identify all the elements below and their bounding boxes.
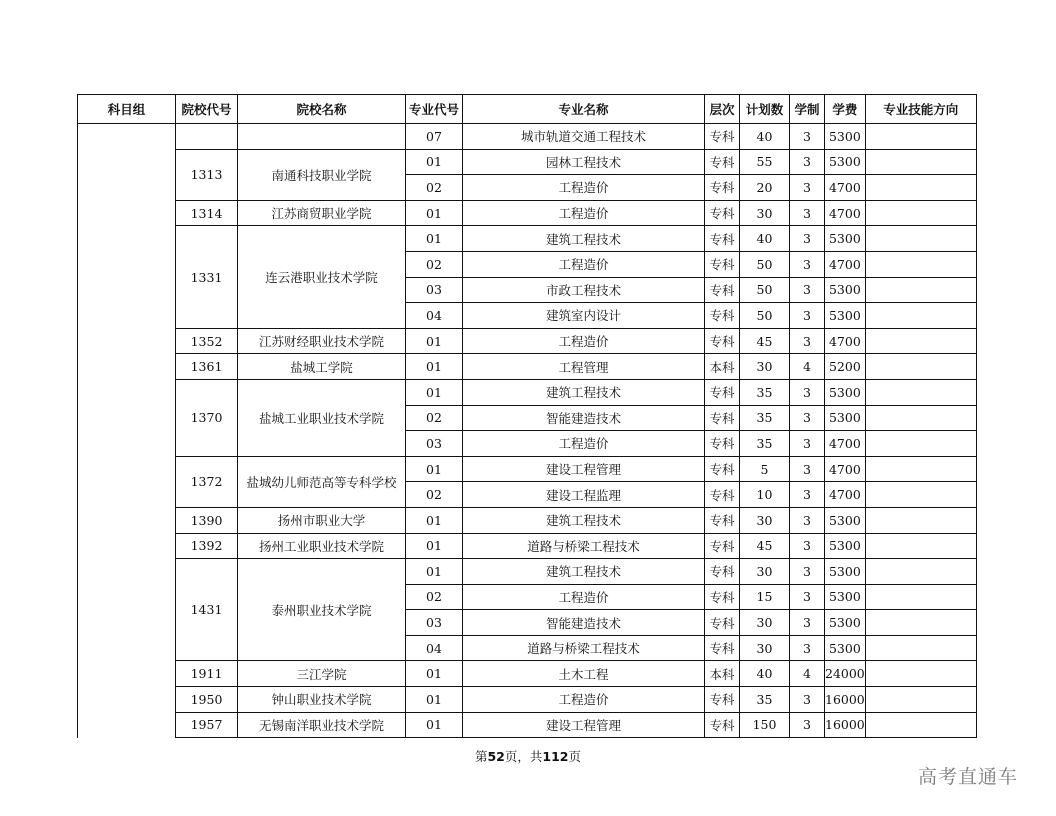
major-name-cell: 市政工程技术	[463, 277, 705, 303]
header-years: 学制	[790, 95, 825, 124]
major-name-cell: 建设工程监理	[463, 482, 705, 508]
fee-cell: 5300	[825, 584, 866, 610]
skill-direction-cell	[865, 559, 976, 585]
table-row	[78, 661, 977, 687]
table-header-row	[78, 95, 977, 124]
skill-direction-cell	[865, 124, 976, 150]
major-name-cell: 工程造价	[463, 328, 705, 354]
skill-direction-cell	[865, 277, 976, 303]
school-name-cell	[238, 124, 406, 150]
table-row	[78, 559, 977, 585]
table-row	[78, 712, 977, 738]
major-name-cell: 工程造价	[463, 431, 705, 457]
plan-count-cell: 30	[740, 610, 790, 636]
plan-count-cell: 40	[740, 226, 790, 252]
skill-direction-cell	[865, 687, 976, 713]
major-code-cell: 02	[406, 584, 463, 610]
major-code-cell: 01	[406, 661, 463, 687]
level-cell: 专科	[705, 251, 740, 277]
skill-direction-cell	[865, 149, 976, 175]
table-row	[78, 200, 977, 226]
school-code-cell: 1313	[176, 149, 238, 200]
years-cell: 3	[790, 251, 825, 277]
school-name-cell: 南通科技职业学院	[238, 149, 406, 200]
fee-cell: 5300	[825, 149, 866, 175]
plan-count-cell: 30	[740, 507, 790, 533]
school-code-cell: 1314	[176, 200, 238, 226]
skill-direction-cell	[865, 635, 976, 661]
skill-direction-cell	[865, 226, 976, 252]
major-code-cell: 02	[406, 251, 463, 277]
major-code-cell: 02	[406, 175, 463, 201]
major-name-cell: 建筑室内设计	[463, 303, 705, 329]
major-code-cell: 01	[406, 533, 463, 559]
fee-cell: 16000	[825, 712, 866, 738]
school-code-cell: 1331	[176, 226, 238, 328]
years-cell: 3	[790, 124, 825, 150]
major-name-cell: 工程造价	[463, 175, 705, 201]
footer-suffix: 页	[568, 749, 582, 764]
major-code-cell: 04	[406, 635, 463, 661]
major-name-cell: 工程管理	[463, 354, 705, 380]
fee-cell: 5300	[825, 379, 866, 405]
school-name-cell: 江苏财经职业技术学院	[238, 328, 406, 354]
major-name-cell: 土木工程	[463, 661, 705, 687]
major-code-cell: 01	[406, 379, 463, 405]
level-cell: 专科	[705, 149, 740, 175]
skill-direction-cell	[865, 610, 976, 636]
fee-cell: 4700	[825, 175, 866, 201]
school-name-cell: 扬州工业职业技术学院	[238, 533, 406, 559]
plan-count-cell: 30	[740, 354, 790, 380]
table-row	[78, 124, 977, 150]
level-cell: 专科	[705, 405, 740, 431]
school-code-cell: 1390	[176, 507, 238, 533]
level-cell: 专科	[705, 226, 740, 252]
plan-count-cell: 15	[740, 584, 790, 610]
years-cell: 3	[790, 610, 825, 636]
plan-count-cell: 10	[740, 482, 790, 508]
years-cell: 3	[790, 507, 825, 533]
level-cell: 专科	[705, 635, 740, 661]
table-row	[78, 354, 977, 380]
skill-direction-cell	[865, 584, 976, 610]
years-cell: 3	[790, 533, 825, 559]
school-name-cell: 江苏商贸职业学院	[238, 200, 406, 226]
school-code-cell: 1370	[176, 379, 238, 456]
plan-count-cell: 40	[740, 661, 790, 687]
plan-count-cell: 40	[740, 124, 790, 150]
major-code-cell: 02	[406, 482, 463, 508]
years-cell: 3	[790, 635, 825, 661]
fee-cell: 16000	[825, 687, 866, 713]
level-cell: 本科	[705, 661, 740, 687]
header-school-code: 院校代号	[176, 95, 238, 124]
major-name-cell: 道路与桥梁工程技术	[463, 635, 705, 661]
major-name-cell: 工程造价	[463, 584, 705, 610]
table-row	[78, 226, 977, 252]
years-cell: 3	[790, 175, 825, 201]
fee-cell: 4700	[825, 200, 866, 226]
plan-count-cell: 30	[740, 200, 790, 226]
major-name-cell: 工程造价	[463, 200, 705, 226]
fee-cell: 5300	[825, 610, 866, 636]
major-name-cell: 智能建造技术	[463, 405, 705, 431]
fee-cell: 4700	[825, 456, 866, 482]
level-cell: 专科	[705, 303, 740, 329]
major-name-cell: 建设工程管理	[463, 712, 705, 738]
skill-direction-cell	[865, 251, 976, 277]
school-name-cell: 盐城工学院	[238, 354, 406, 380]
major-name-cell: 建筑工程技术	[463, 379, 705, 405]
fee-cell: 24000	[825, 661, 866, 687]
skill-direction-cell	[865, 456, 976, 482]
plan-count-cell: 30	[740, 559, 790, 585]
major-code-cell: 03	[406, 431, 463, 457]
level-cell: 专科	[705, 379, 740, 405]
skill-direction-cell	[865, 431, 976, 457]
fee-cell: 5300	[825, 124, 866, 150]
plan-count-cell: 35	[740, 379, 790, 405]
major-code-cell: 01	[406, 559, 463, 585]
major-code-cell: 01	[406, 328, 463, 354]
plan-count-cell: 150	[740, 712, 790, 738]
level-cell: 专科	[705, 507, 740, 533]
major-code-cell: 01	[406, 354, 463, 380]
skill-direction-cell	[865, 405, 976, 431]
table-row	[78, 456, 977, 482]
years-cell: 3	[790, 226, 825, 252]
major-code-cell: 07	[406, 124, 463, 150]
fee-cell: 4700	[825, 431, 866, 457]
school-code-cell: 1361	[176, 354, 238, 380]
group-cell	[78, 124, 176, 738]
school-code-cell	[176, 124, 238, 150]
years-cell: 3	[790, 456, 825, 482]
major-code-cell: 01	[406, 149, 463, 175]
level-cell: 专科	[705, 482, 740, 508]
school-code-cell: 1372	[176, 456, 238, 507]
plan-count-cell: 35	[740, 405, 790, 431]
level-cell: 专科	[705, 712, 740, 738]
years-cell: 3	[790, 712, 825, 738]
fee-cell: 5300	[825, 635, 866, 661]
major-name-cell: 工程造价	[463, 687, 705, 713]
school-name-cell: 三江学院	[238, 661, 406, 687]
major-code-cell: 02	[406, 405, 463, 431]
plan-count-cell: 50	[740, 303, 790, 329]
school-code-cell: 1911	[176, 661, 238, 687]
plan-count-cell: 30	[740, 635, 790, 661]
table-row	[78, 533, 977, 559]
fee-cell: 5300	[825, 303, 866, 329]
major-name-cell: 园林工程技术	[463, 149, 705, 175]
major-code-cell: 03	[406, 277, 463, 303]
years-cell: 3	[790, 200, 825, 226]
plan-count-cell: 45	[740, 533, 790, 559]
table-row	[78, 687, 977, 713]
level-cell: 专科	[705, 277, 740, 303]
major-name-cell: 建筑工程技术	[463, 507, 705, 533]
skill-direction-cell	[865, 712, 976, 738]
plan-count-cell: 45	[740, 328, 790, 354]
level-cell: 专科	[705, 124, 740, 150]
watermark: 高考直通车	[918, 766, 1019, 788]
level-cell: 专科	[705, 610, 740, 636]
major-code-cell: 01	[406, 712, 463, 738]
plan-count-cell: 35	[740, 687, 790, 713]
header-skill-direction: 专业技能方向	[865, 95, 976, 124]
years-cell: 4	[790, 661, 825, 687]
table-body	[78, 124, 977, 738]
major-code-cell: 01	[406, 200, 463, 226]
skill-direction-cell	[865, 175, 976, 201]
plan-count-cell: 55	[740, 149, 790, 175]
school-code-cell: 1950	[176, 687, 238, 713]
header-fee: 学费	[825, 95, 866, 124]
years-cell: 3	[790, 379, 825, 405]
school-name-cell: 盐城工业职业技术学院	[238, 379, 406, 456]
footer-prefix: 第	[474, 749, 488, 764]
years-cell: 3	[790, 431, 825, 457]
skill-direction-cell	[865, 661, 976, 687]
major-code-cell: 04	[406, 303, 463, 329]
level-cell: 专科	[705, 200, 740, 226]
years-cell: 3	[790, 405, 825, 431]
major-name-cell: 智能建造技术	[463, 610, 705, 636]
years-cell: 3	[790, 328, 825, 354]
skill-direction-cell	[865, 354, 976, 380]
fee-cell: 5300	[825, 533, 866, 559]
years-cell: 3	[790, 687, 825, 713]
plan-count-cell: 35	[740, 431, 790, 457]
header-major-code: 专业代号	[406, 95, 463, 124]
enrollment-table	[77, 94, 977, 738]
school-name-cell: 扬州市职业大学	[238, 507, 406, 533]
footer-mid: 页，共	[504, 749, 543, 764]
skill-direction-cell	[865, 379, 976, 405]
school-name-cell: 无锡南洋职业技术学院	[238, 712, 406, 738]
header-major-name: 专业名称	[463, 95, 705, 124]
level-cell: 专科	[705, 328, 740, 354]
major-name-cell: 工程造价	[463, 251, 705, 277]
fee-cell: 5200	[825, 354, 866, 380]
major-name-cell: 建设工程管理	[463, 456, 705, 482]
plan-count-cell: 5	[740, 456, 790, 482]
footer-page-number: 52	[487, 749, 505, 764]
fee-cell: 4700	[825, 251, 866, 277]
major-code-cell: 01	[406, 507, 463, 533]
fee-cell: 5300	[825, 559, 866, 585]
skill-direction-cell	[865, 533, 976, 559]
level-cell: 专科	[705, 431, 740, 457]
fee-cell: 5300	[825, 277, 866, 303]
plan-count-cell: 20	[740, 175, 790, 201]
level-cell: 专科	[705, 687, 740, 713]
footer-total-pages: 112	[542, 749, 569, 764]
header-plan-count: 计划数	[740, 95, 790, 124]
major-name-cell: 建筑工程技术	[463, 559, 705, 585]
fee-cell: 5300	[825, 226, 866, 252]
major-code-cell: 01	[406, 456, 463, 482]
school-code-cell: 1392	[176, 533, 238, 559]
school-code-cell: 1352	[176, 328, 238, 354]
major-code-cell: 03	[406, 610, 463, 636]
level-cell: 专科	[705, 584, 740, 610]
major-code-cell: 01	[406, 687, 463, 713]
level-cell: 专科	[705, 559, 740, 585]
fee-cell: 4700	[825, 328, 866, 354]
skill-direction-cell	[865, 507, 976, 533]
fee-cell: 5300	[825, 507, 866, 533]
major-name-cell: 建筑工程技术	[463, 226, 705, 252]
major-name-cell: 道路与桥梁工程技术	[463, 533, 705, 559]
table-row	[78, 379, 977, 405]
fee-cell: 5300	[825, 405, 866, 431]
skill-direction-cell	[865, 482, 976, 508]
table-row	[78, 149, 977, 175]
school-name-cell: 钟山职业技术学院	[238, 687, 406, 713]
major-code-cell: 01	[406, 226, 463, 252]
school-name-cell: 连云港职业技术学院	[238, 226, 406, 328]
page-footer	[0, 747, 1056, 765]
header-level: 层次	[705, 95, 740, 124]
years-cell: 3	[790, 482, 825, 508]
level-cell: 本科	[705, 354, 740, 380]
major-name-cell: 城市轨道交通工程技术	[463, 124, 705, 150]
years-cell: 3	[790, 149, 825, 175]
skill-direction-cell	[865, 328, 976, 354]
plan-count-cell: 50	[740, 277, 790, 303]
skill-direction-cell	[865, 303, 976, 329]
school-name-cell: 泰州职业技术学院	[238, 559, 406, 661]
table-row	[78, 328, 977, 354]
level-cell: 专科	[705, 456, 740, 482]
fee-cell: 4700	[825, 482, 866, 508]
years-cell: 3	[790, 559, 825, 585]
school-code-cell: 1431	[176, 559, 238, 661]
header-group: 科目组	[78, 95, 176, 124]
years-cell: 3	[790, 584, 825, 610]
school-name-cell: 盐城幼儿师范高等专科学校	[238, 456, 406, 507]
years-cell: 4	[790, 354, 825, 380]
level-cell: 专科	[705, 533, 740, 559]
years-cell: 3	[790, 303, 825, 329]
level-cell: 专科	[705, 175, 740, 201]
plan-count-cell: 50	[740, 251, 790, 277]
skill-direction-cell	[865, 200, 976, 226]
header-school-name: 院校名称	[238, 95, 406, 124]
years-cell: 3	[790, 277, 825, 303]
table-row	[78, 507, 977, 533]
school-code-cell: 1957	[176, 712, 238, 738]
